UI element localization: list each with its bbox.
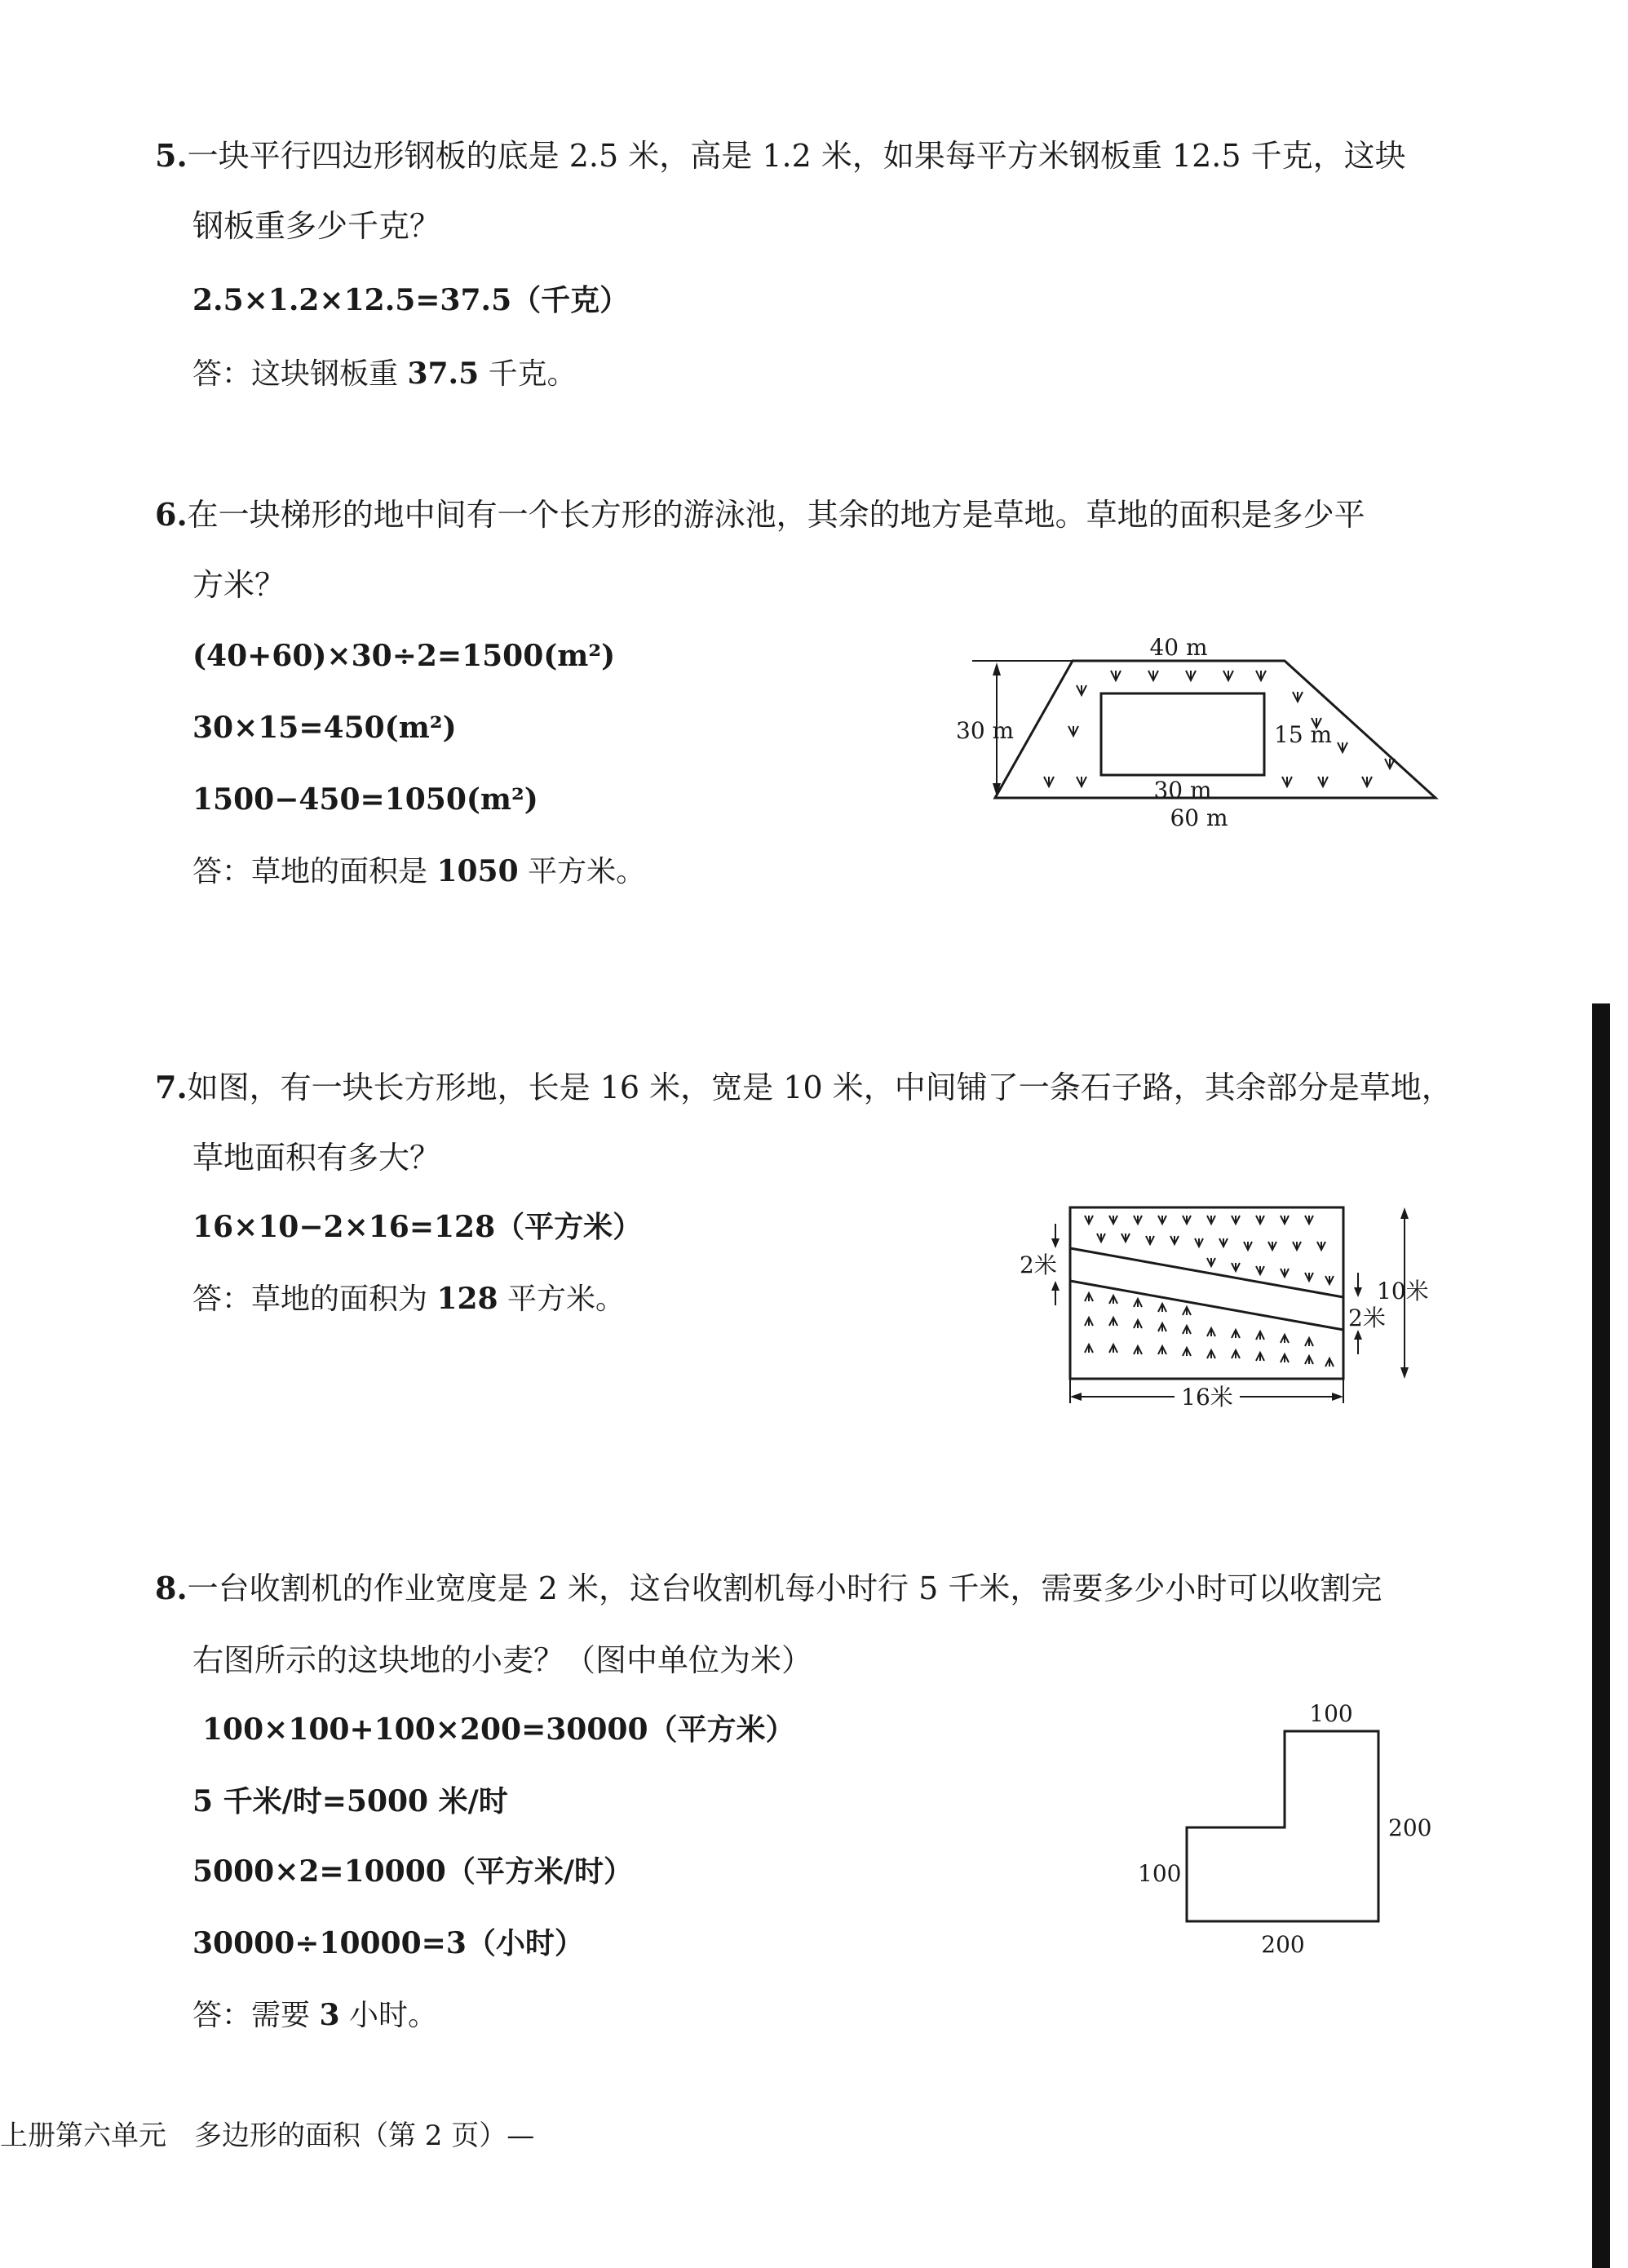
q5-answer-suffix: 千克。 — [479, 357, 577, 391]
q6-grass-marks — [1044, 671, 1395, 786]
q8-answer-suffix: 小时。 — [339, 1999, 437, 2032]
q6-calc3: 1500−450=1050(m²) — [192, 782, 538, 817]
page-footer: 上册第六单元 多边形的面积（第 2 页）— — [0, 2120, 535, 2152]
q8-answer-value: 3 — [319, 1998, 340, 2032]
q7-width-label: 10米 — [1377, 1278, 1429, 1305]
q6-answer-prefix: 答：草地的面积是 — [192, 855, 437, 888]
q8-right-label: 200 — [1388, 1814, 1432, 1841]
q7-road-left-label: 2米 — [1020, 1251, 1057, 1278]
q7-rectangle-diagram — [1020, 1191, 1444, 1411]
q7-field — [1070, 1207, 1343, 1379]
q8-calc4: 30000÷10000=3（小时） — [192, 1926, 584, 1960]
q5-answer — [192, 359, 577, 389]
q6-answer-suffix: 平方米。 — [518, 855, 646, 888]
q6-answer-value: 1050 — [436, 854, 519, 888]
q8-number: 8. — [155, 1570, 188, 1606]
q8-left-label: 100 — [1138, 1860, 1182, 1887]
q6-pool-height-label: 15 m — [1274, 721, 1333, 748]
q7-road-right-label: 2米 — [1348, 1305, 1386, 1331]
q6-calc2: 30×15=450(m²) — [192, 711, 457, 745]
q6-pool — [1101, 693, 1264, 775]
q7-answer-prefix: 答：草地的面积为 — [192, 1282, 437, 1316]
q6-text-line2: 方米？ — [192, 567, 286, 603]
q7-line1 — [155, 1069, 1453, 1105]
q7-number: 7. — [155, 1069, 188, 1105]
q8-answer — [192, 2000, 437, 2031]
q8-text-line1: 一台收割机的作业宽度是 2 米，这台收割机每小时行 5 千米，需要多少小时可以收割完 — [187, 1570, 1382, 1606]
q8-line1 — [155, 1570, 1382, 1606]
q5-text-line2: 钢板重多少千克？ — [192, 208, 441, 244]
q5-answer-prefix: 答：这块钢板重 — [192, 357, 408, 391]
q5-number: 5. — [155, 137, 188, 174]
scan-edge-bar — [1592, 1003, 1610, 2268]
q7-road-top — [1070, 1248, 1343, 1297]
q6-number: 6. — [155, 496, 188, 533]
q7-grass-bottom — [1085, 1293, 1334, 1367]
q6-pool-width-label: 30 m — [1153, 777, 1212, 804]
q6-top-label: 40 m — [1149, 634, 1208, 661]
q5-answer-value: 37.5 — [407, 357, 480, 391]
q8-calc2: 5 千米/时=5000 米/时 — [192, 1784, 508, 1818]
q7-answer-value: 128 — [436, 1282, 498, 1316]
q6-answer — [192, 854, 646, 888]
q6-calc1: (40+60)×30÷2=1500(m²) — [192, 639, 616, 673]
q8-top-label: 100 — [1309, 1700, 1353, 1727]
q8-answer-prefix: 答：需要 — [192, 1999, 320, 2032]
q5-line1 — [155, 137, 1406, 174]
q5-text-line1: 一块平行四边形钢板的底是 2.5 米，高是 1.2 米，如果每平方米钢板重 12.5 千克，这块 — [187, 138, 1406, 174]
q7-length-label: 16米 — [1181, 1384, 1233, 1411]
q7-answer — [192, 1284, 625, 1314]
q6-height-label: 30 m — [956, 717, 1015, 744]
q6-text-line1: 在一块梯形的地中间有一个长方形的游泳池，其余的地方是草地。草地的面积是多少平 — [187, 497, 1365, 533]
q7-text-line1: 如图，有一块长方形地，长是 16 米，宽是 10 米，中间铺了一条石子路，其余部分是草地， — [187, 1070, 1453, 1105]
q8-l-shape-diagram — [1134, 1697, 1444, 1966]
q6-bottom-label: 60 m — [1170, 804, 1228, 831]
q8-calc3: 5000×2=10000（平方米/时） — [192, 1854, 633, 1889]
q6-trapezoid — [995, 661, 1436, 798]
q7-text-line2: 草地面积有多大？ — [192, 1140, 441, 1176]
q8-text-line2: 右图所示的这块地的小麦？（图中单位为米） — [192, 1642, 813, 1678]
q8-field — [1187, 1731, 1378, 1921]
q7-answer-suffix: 平方米。 — [498, 1282, 626, 1316]
q8-calc1: 100×100+100×200=30000（平方米） — [202, 1712, 795, 1747]
q6-trapezoid-diagram — [954, 628, 1444, 840]
q5-calc: 2.5×1.2×12.5=37.5（千克） — [192, 283, 630, 317]
q7-calc: 16×10−2×16=128（平方米） — [192, 1210, 643, 1244]
q8-bottom-label: 200 — [1261, 1931, 1305, 1958]
q6-line1 — [155, 496, 1365, 533]
